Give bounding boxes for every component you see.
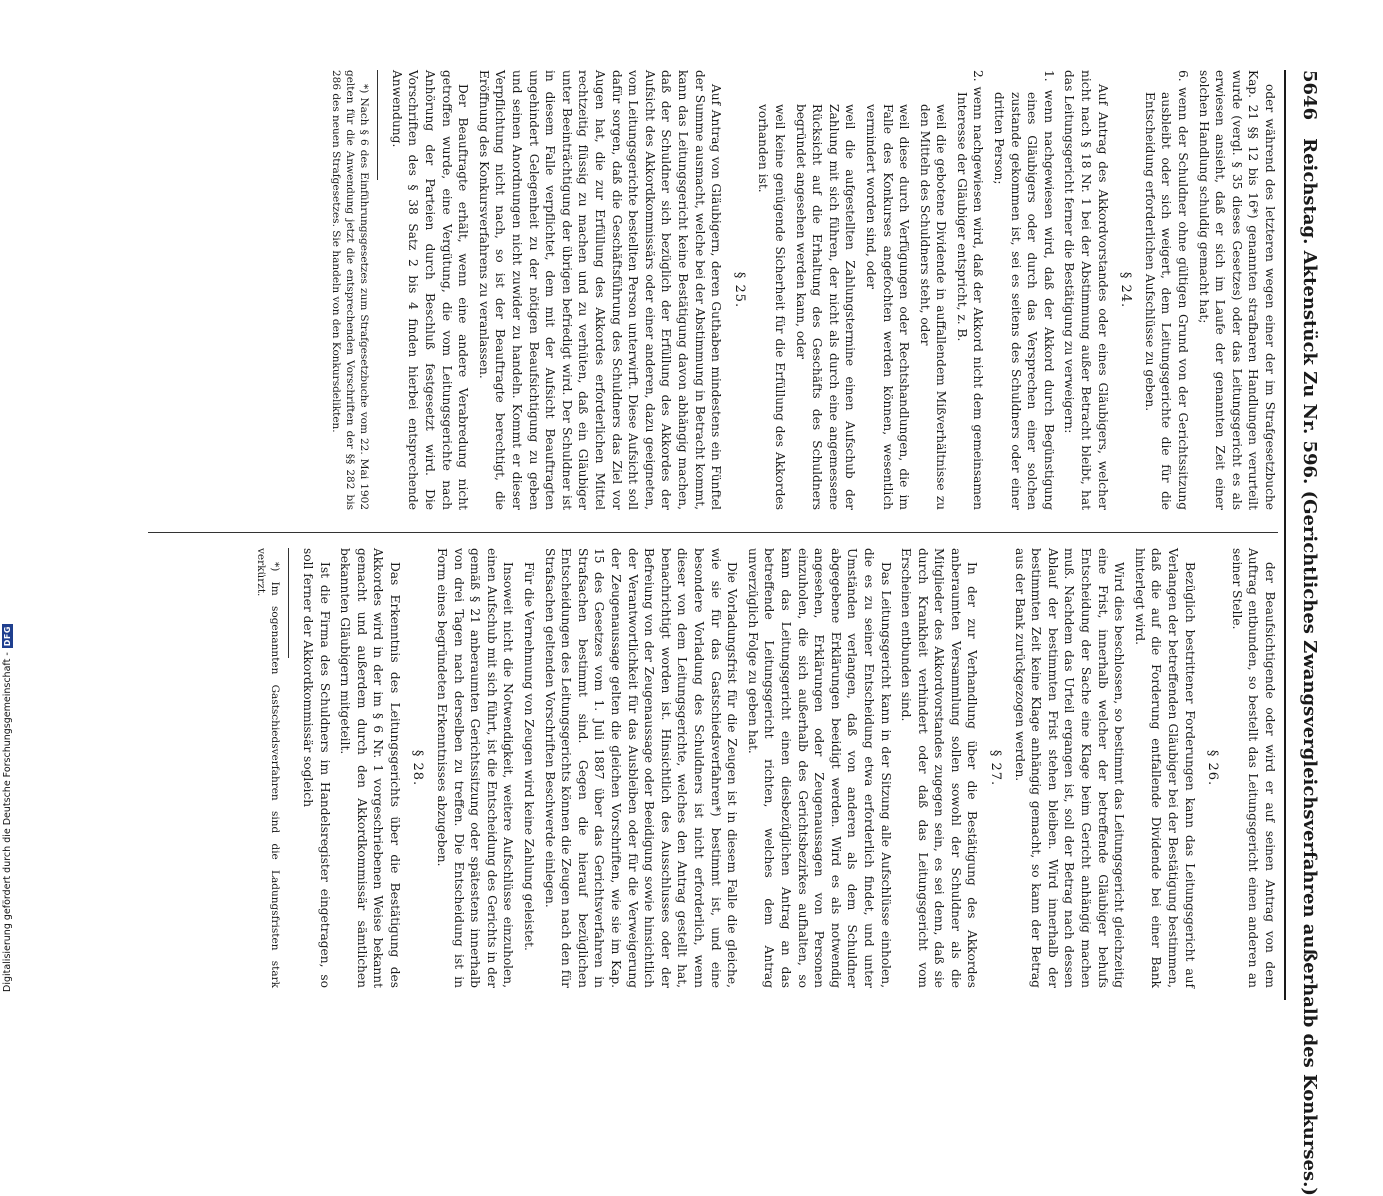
footnote: *) Im sogenannten Gastschiedsverfahren sind die Ladungsfristen stark verkürzt. (255, 548, 282, 988)
section-heading: § 27. (988, 749, 1004, 787)
paragraph: Bezüglich bestrittener Forderungen kann das Leitungsgericht auf Verlangen der betreffenden Gläubiger bei der Bestätigung bestimmen, daß die auf die Forderung entfallende Dividende bei einer Bank hinterlegt wird. (1132, 548, 1197, 988)
left-column (325, 70, 1278, 510)
paragraph: Auf Antrag des Akkordvorstandes oder eines Gläubigers, welcher nicht nach § 18 Nr. 1 bei der Abstimmung außer Betracht bleibt, hat das Leitungsgericht ferner die Bestätigung zu verweigern: (1062, 70, 1110, 510)
dfg-logo-icon: DFG (3, 626, 12, 647)
footnote: *) Nach § 6 des Einführungsgesetzes zum Strafgesetzbuche vom 22. Mai 1902 gelten für die Anwendung jetzt die entsprechenden Vorschriften der §§ 282 bis 286 des neuen Strafgesetzes. Sie handeln von den Konkursdelikten. (330, 70, 371, 510)
credit-text: Digitalisierung gefördert durch die Deutsche Forschungsgemeinschaft - (2, 652, 13, 992)
header-rule (1284, 70, 1286, 1000)
digitization-credit (2, 624, 13, 992)
right-column (250, 548, 1278, 988)
page-number: 5646 (1299, 70, 1320, 121)
paragraph: Das Erkenntnis des Leitungsgerichts über die Bestätigung des Akkordes wird in der im § 6 Nr. 1 vorgeschriebenen Weise bekannt gemacht und außerdem durch den Akkordkommissär sämtlichen bekannten Gläubigern mitgeteilt. (338, 548, 402, 988)
list-subitem: weil die aufgestellten Zahlungstermine einen Aufschub der Zahlung mit sich führen, der nicht als durch eine angemessene Rücksicht auf die Erhaltung des Geschäfts des Schuldners begründet angesehen werden kann, oder (793, 104, 858, 510)
paragraph: In der zur Verhandlung über die Bestätigung des Akkordes anberaumten Versammlung sollen sowohl der Schuldner als die Mitglieder des Akkordvorstandes zugegen sein, es sei denn, daß sie durch Krankheit verhindert oder daß das Leitungsgericht vom Erscheinen entbunden sind. (899, 548, 980, 988)
paragraph: Auf Antrag von Gläubigern, deren Guthaben mindestens ein Fünftel der Summe ausmacht, welche bei der Abstimmung in Betracht kommt, kann das Leitungsgericht keine Bestätigung davon abhängig machen, daß der Schuldner sich bezüglich der Erfüllung des Akkordes der Aufsicht des Akkordkommissärs oder einer anderen, dazu geeigneten, vom Leitungsgerichte bestellten Person unterwirft. Diese Aufsicht soll dafür sorgen, daß die Geschäftsführung des Schuldners das Ziel vor Augen hat, die zur Erfüllung des Akkordes erforderlichen Mittel rechtzeitig flüssig zu machen und zu verhüten, daß ein Gläubiger unter Beeinträchtigung der übrigen befriedigt wird. Der Schuldner ist in diesem Falle verpflichtet, dem mit der Aufsicht Beauftragten ungehindert Gelegenheit zu der nötigen Beaufsichtigung zu geben und seinen Anordnungen nicht zuwider zu handeln. Kommt er dieser Verpflichtung nicht nach, so ist der Beauftragte berechtigt, die Eröffnung des Konkursverfahrens zu veranlassen. (476, 70, 724, 510)
paragraph: Der Beauftragte erhält, wenn eine andere Verabredung nicht getroffen wurde, eine Vergütung, die vom Leitungsgerichte nach Anhörung der Parteien durch Beschluß festgesetzt wird. Die Vorschriften des § 38 Satz 2 bis 4 finden hierbei entsprechende Anwendung. (389, 70, 471, 510)
page-header (1290, 70, 1320, 1196)
list-item: 2. wenn nachgewiesen wird, daß der Akkord nicht dem gemeinsamen Interesse der Gläubiger entspricht, z. B. (954, 70, 986, 510)
paragraph: Für die Vernehmung von Zeugen wird keine Zahlung geleistet. (522, 562, 537, 951)
footnote-rule (288, 548, 289, 658)
paragraph: Insoweit nicht die Notwendigkeit, weitere Aufschlüsse einzuholen, einen Aufschub mit sich führt, ist die Entscheidung des Gerichts in der gemäß § 21 anberaumten Gerichtssitzung oder spätestens innerhalb von drei Tagen nach derselben zu treffen. Die Entscheidung ist in Form eines begründeten Erkenntnisses abzugeben. (435, 548, 516, 988)
list-item: 6. wenn der Schuldner ohne gültigen Grund von der Gerichtssitzung ausbleibt oder sich weigert, dem Leitungsgerichte die für die Entscheidung erforderlichen Aufschlüsse zu geben. (1142, 70, 1191, 510)
section-heading: § 28. (410, 749, 426, 787)
footnote-rule (377, 70, 378, 180)
section-heading: § 26. (1205, 749, 1221, 787)
paragraph: oder während des letzteren wegen einer der im Strafgesetzbuche Kap. 21 §§ 12 bis 16*) genannten strafbaren Handlungen verurteilt wurde (vergl. § 35 dieses Gesetzes) oder das Leitungsgericht es als erwiesen ansieht, daß er sich im Laufe der genannten Zeit einer solchen Handlung schuldig gemacht hat; (1196, 70, 1277, 510)
section-heading: § 25. (731, 271, 747, 309)
list-item: 1. wenn nachgewiesen wird, daß der Akkord durch Begünstigung eines Gläubigers oder durch das Versprechen einer solchen zustande gekommen ist, sei es seitens des Schuldners oder einer dritten Person; (992, 70, 1056, 510)
list-subitem: weil diese durch Verfügungen oder Rechtshandlungen, die im Falle des Konkurses angefochten werden können, wesentlich vermindert worden sind, oder (863, 104, 912, 510)
list-subitem: weil keine genügende Sicherheit für die Erfüllung des Akkordes vorhanden ist. (756, 104, 787, 510)
paragraph: Die Vorladungsfrist für die Zeugen ist in diesem Falle die gleiche, wie sie für das Gastschiedsverfahren*) bestimmt ist, und eine besondere Vorladung des Schuldners ist nicht erforderlich, wenn dieser von dem Leitungsgerichte, welches den Antrag gestellt hat, benachrichtigt worden ist. Hinsichtlich des Ausschlusses oder der Befreiung von der Zeugenaussage oder Beeidigung sowie hinsichtlich der Verantwortlichkeit für das Ausbleiben oder für die Verweigerung der Zeugenaussage gelten die gleichen Vorschriften, wie sie im Kap. 15 des Gesetzes vom 1. Juli 1887 über das Gerichtsverfahren in Strafsachen bestimmt sind. Gegen die hierauf bezüglichen Entscheidungen des Leitungsgerichts können die Zeugen nach den für Strafsachen geltenden Vorschriften Beschwerde einlegen. (542, 548, 740, 988)
paragraph: Ist die Firma des Schuldners im Handelsregister eingetragen, so soll ferner der Akkordkommissär sogleich (300, 548, 332, 988)
paragraph: der Beaufsichtigende oder wird er auf seinen Antrag von dem Auftrag entbunden, so bestellt das Leitungsgericht einen anderen an seiner Stelle. (1229, 548, 1277, 988)
page-title: Reichstag. Aktenstück Zu Nr. 596. (Gerichtliches Zwangsvergleichsverfahren außerhalb des Konkurses.) (1299, 138, 1320, 1196)
document-page (80, 70, 1320, 1196)
paragraph: Das Leitungsgericht kann in der Sitzung alle Aufschlüsse einholen, die es zu seiner Entscheidung etwa erforderlich findet, und unter Umständen verlangen, daß von anderen als dem Schuldner abgegebene Erklärungen beeidigt werden. Wird es als notwendig angesehen, Erklärungen oder Zeugenaussagen von Personen einzuholen, die sich außerhalb des Gerichtsbezirkes aufhalten, so kann das Leitungsgericht einen diesbezüglichen Antrag an das betreffende Leitungsgericht richten, welches dem Antrag unverzüglich Folge zu geben hat. (745, 548, 893, 988)
list-subitem: weil die gebotene Dividende in auffallendem Mißverhältnisse zu den Mitteln des Schuldners steht, oder (917, 104, 949, 510)
section-heading: § 24. (1118, 271, 1134, 309)
paragraph: Wird dies beschlossen, so bestimmt das Leitungsgericht gleichzeitig eine Frist, innerhalb welcher der betreffende Gläubiger behufs Entscheidung der Sache eine Klage beim Gericht anhängig machen muß. Nachdem das Urteil ergangen ist, soll der Betrag nach dessen Ablauf der bestimmten Frist stehen bleiben. Wird innerhalb der bestimmten Zeit keine Klage anhängig gemacht, so kann der Betrag aus der Bank zurückgezogen werden. (1012, 548, 1127, 988)
column-divider (148, 532, 1278, 533)
